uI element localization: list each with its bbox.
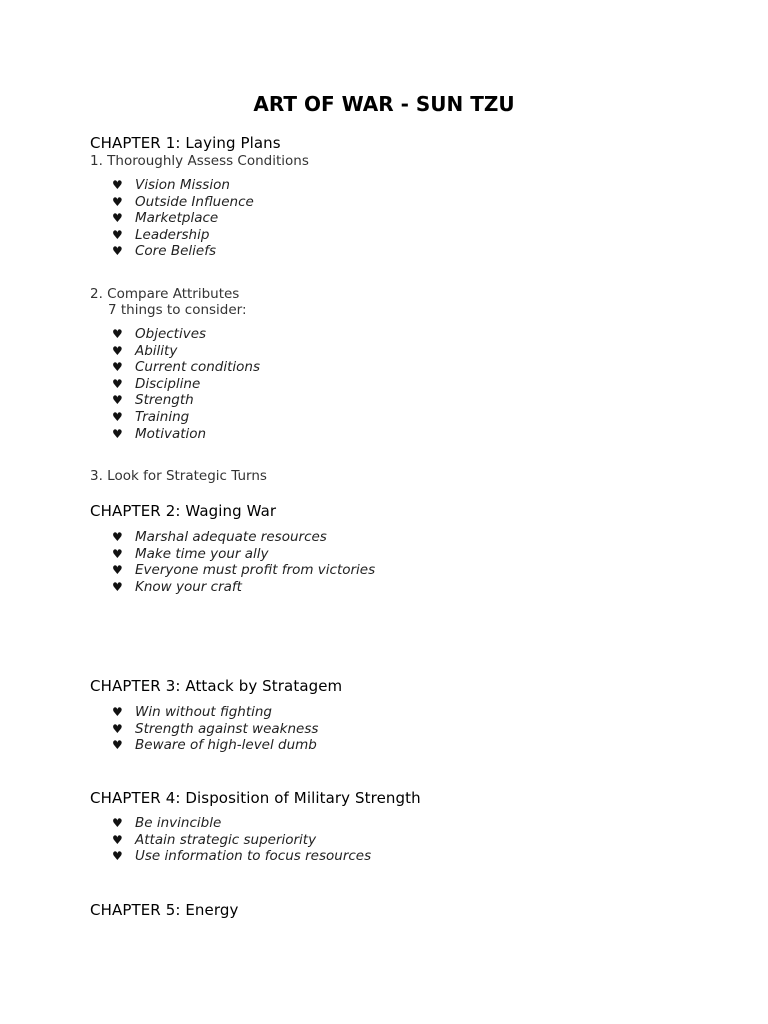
list-item xyxy=(112,359,260,376)
list-item-text: Marketplace xyxy=(135,210,219,227)
list-item-text: Make time your ally xyxy=(135,545,269,562)
list-item xyxy=(112,326,260,343)
chapter-4-heading: CHAPTER 4: Disposition of Military Strength xyxy=(90,789,421,807)
chapter-1-step-3: 3. Look for Strategic Turns xyxy=(90,468,267,484)
list-item xyxy=(112,815,371,832)
heart-bullet-icon: ♥ xyxy=(112,579,123,594)
list-item xyxy=(112,376,260,393)
heart-bullet-icon: ♥ xyxy=(112,530,123,544)
heart-bullet-icon: ♥ xyxy=(112,738,123,753)
heart-bullet-icon: ♥ xyxy=(112,194,123,209)
heart-bullet-icon: ♥ xyxy=(112,178,123,192)
heart-bullet-icon: ♥ xyxy=(112,227,123,242)
list-item xyxy=(112,721,318,738)
chapter-2-list xyxy=(112,529,375,595)
list-item xyxy=(112,227,254,244)
list-item xyxy=(112,546,375,563)
list-item-text: Attain strategic superiority xyxy=(135,831,317,848)
list-item-text: Everyone must profit from victories xyxy=(135,562,376,579)
list-item-text: Leadership xyxy=(135,226,210,243)
list-item-text: Motivation xyxy=(135,425,207,442)
heart-bullet-icon: ♥ xyxy=(112,721,123,736)
list-item-text: Core Beliefs xyxy=(135,243,216,260)
list-item xyxy=(112,177,254,194)
list-item-text: Marshal adequate resources xyxy=(135,529,327,545)
list-item-text: Training xyxy=(135,408,190,425)
heart-bullet-icon: ♥ xyxy=(112,849,123,864)
chapter-2-heading: CHAPTER 2: Waging War xyxy=(90,502,277,520)
heart-bullet-icon: ♥ xyxy=(112,546,123,561)
list-item xyxy=(112,243,254,260)
list-item-text: Objectives xyxy=(135,326,207,342)
heart-bullet-icon: ♥ xyxy=(112,832,123,847)
list-item xyxy=(112,194,254,211)
page-title: ART OF WAR - SUN TZU xyxy=(253,92,515,116)
heart-bullet-icon: ♥ xyxy=(112,211,123,226)
chapter-3-heading: CHAPTER 3: Attack by Stratagem xyxy=(90,677,343,695)
heart-bullet-icon: ♥ xyxy=(112,426,123,441)
list-item xyxy=(112,737,318,754)
chapter-1-step-1-list xyxy=(112,177,254,260)
list-item xyxy=(112,704,318,721)
chapter-1-step-2-list xyxy=(112,326,260,442)
chapter-1-heading: CHAPTER 1: Laying Plans xyxy=(90,134,281,152)
heart-bullet-icon: ♥ xyxy=(112,816,123,830)
list-item-text: Outside Influence xyxy=(135,193,254,210)
list-item xyxy=(112,409,260,426)
list-item xyxy=(112,832,371,849)
chapter-1-step-1: 1. Thoroughly Assess Conditions xyxy=(90,153,309,169)
list-item-text: Be invincible xyxy=(135,815,222,831)
list-item-text: Current conditions xyxy=(135,359,260,376)
list-item xyxy=(112,529,375,546)
heart-bullet-icon: ♥ xyxy=(112,327,123,341)
heart-bullet-icon: ♥ xyxy=(112,360,123,375)
list-item-text: Strength xyxy=(135,392,194,409)
list-item xyxy=(112,848,371,865)
chapter-1-step-2-subtitle: 7 things to consider: xyxy=(108,302,247,318)
list-item xyxy=(112,392,260,409)
heart-bullet-icon: ♥ xyxy=(112,343,123,358)
list-item xyxy=(112,579,375,596)
list-item xyxy=(112,562,375,579)
chapter-1-step-2: 2. Compare Attributes xyxy=(90,286,240,302)
heart-bullet-icon: ♥ xyxy=(112,244,123,259)
list-item xyxy=(112,343,260,360)
list-item-text: Ability xyxy=(135,342,178,359)
list-item-text: Use information to focus resources xyxy=(135,848,372,865)
list-item xyxy=(112,210,254,227)
chapter-5-heading: CHAPTER 5: Energy xyxy=(90,901,239,919)
heart-bullet-icon: ♥ xyxy=(112,393,123,408)
list-item-text: Discipline xyxy=(135,375,201,392)
list-item-text: Strength against weakness xyxy=(135,720,319,737)
heart-bullet-icon: ♥ xyxy=(112,409,123,424)
list-item xyxy=(112,426,260,443)
chapter-4-list xyxy=(112,815,371,865)
heart-bullet-icon: ♥ xyxy=(112,705,123,719)
list-item-text: Win without fighting xyxy=(135,704,273,720)
list-item-text: Know your craft xyxy=(135,578,242,595)
list-item-text: Beware of high-level dumb xyxy=(135,737,317,754)
list-item-text: Vision Mission xyxy=(135,177,230,193)
heart-bullet-icon: ♥ xyxy=(112,563,123,578)
heart-bullet-icon: ♥ xyxy=(112,376,123,391)
chapter-3-list xyxy=(112,704,318,754)
